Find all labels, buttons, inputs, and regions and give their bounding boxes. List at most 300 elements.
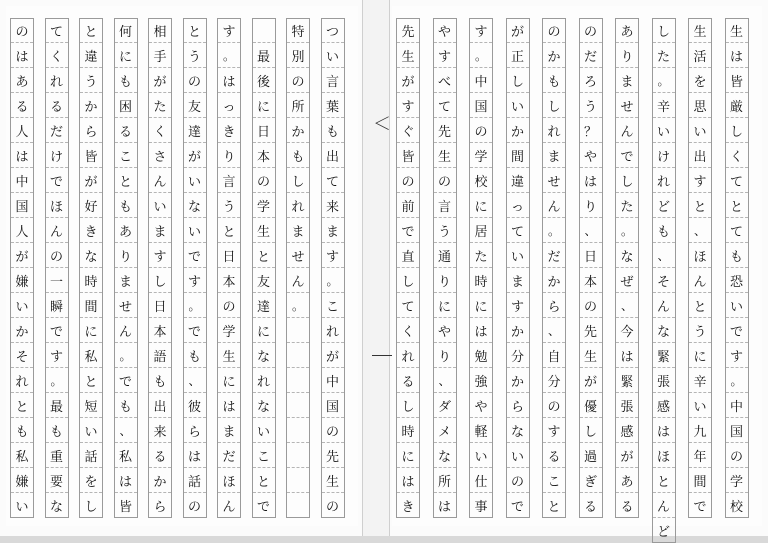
manuscript-cell: か [287,118,309,143]
manuscript-cell: ぜ [616,268,638,293]
manuscript-cell: 。 [726,368,748,393]
manuscript-cell: ？ [580,118,602,143]
manuscript-cell: が [149,68,171,93]
manuscript-cell: 。 [653,68,675,93]
right-column-2 [433,18,457,518]
manuscript-cell: 今 [616,318,638,343]
manuscript-cell: の [580,18,602,43]
manuscript-cell: し [543,93,565,118]
manuscript-cell: だ [46,118,68,143]
manuscript-cell: な [253,343,275,368]
manuscript-cell: 国 [11,193,33,218]
right-column-6 [579,18,603,518]
manuscript-cell: れ [543,118,565,143]
manuscript-cell: て [726,168,748,193]
manuscript-cell: 皆 [80,143,102,168]
manuscript-cell: 中 [726,393,748,418]
manuscript-cell: 私 [80,343,102,368]
manuscript-cell: が [616,443,638,468]
manuscript-cell: 言 [218,168,240,193]
manuscript-cell: 本 [580,268,602,293]
manuscript-cell: の [434,168,456,193]
manuscript-cell: う [80,68,102,93]
manuscript-cell: と [253,468,275,493]
manuscript-cell: 間 [507,143,529,168]
manuscript-cell: す [149,243,171,268]
manuscript-cell: は [184,443,206,468]
manuscript-cell: い [689,393,711,418]
left-column-7 [217,18,241,518]
manuscript-cell: だ [218,443,240,468]
manuscript-cell: い [507,243,529,268]
manuscript-cell: は [11,143,33,168]
manuscript-cell: い [80,418,102,443]
left-column-3 [79,18,103,518]
manuscript-cell: 好 [80,193,102,218]
manuscript-cell: ま [616,68,638,93]
manuscript-cell: も [184,343,206,368]
manuscript-cell: 辛 [653,93,675,118]
manuscript-cell: 。 [287,293,309,318]
manuscript-cell: ん [689,268,711,293]
manuscript-cell: 出 [149,393,171,418]
manuscript-cell: 仕 [470,468,492,493]
manuscript-cell: れ [11,368,33,393]
manuscript-cell: う [184,43,206,68]
manuscript-cell: け [653,143,675,168]
manuscript-cell: と [726,193,748,218]
manuscript-cell: と [184,18,206,43]
manuscript-cell: き [80,218,102,243]
manuscript-cell: 日 [253,118,275,143]
manuscript-cell: も [11,418,33,443]
manuscript-cell: ま [115,268,137,293]
manuscript-cell: の [11,18,33,43]
manuscript-cell: 最 [253,43,275,68]
manuscript-cell: す [726,343,748,368]
manuscript-cell: い [689,118,711,143]
manuscript-cell: い [322,43,344,68]
manuscript-cell: す [397,93,419,118]
manuscript-cell: 日 [218,243,240,268]
manuscript-cell: に [434,293,456,318]
manuscript-cell: う [434,218,456,243]
manuscript-cell: 。 [616,218,638,243]
manuscript-cell: だ [580,43,602,68]
manuscript-cell: と [11,393,33,418]
manuscript-cell: る [149,443,171,468]
manuscript-cell: 通 [434,243,456,268]
manuscript-cell: す [543,418,565,443]
manuscript-cell: ほ [689,243,711,268]
manuscript-cell: 友 [184,93,206,118]
manuscript-cell: と [115,168,137,193]
manuscript-cell: か [543,268,565,293]
manuscript-cell: に [689,343,711,368]
manuscript-cell: 、 [434,368,456,393]
manuscript-cell: 皆 [115,493,137,518]
manuscript-cell: の [287,68,309,93]
manuscript-cell: き [218,118,240,143]
manuscript-cell: 勉 [470,343,492,368]
fold-mark-line [372,355,394,356]
manuscript-cell: す [322,243,344,268]
manuscript-cell: が [80,168,102,193]
manuscript-cell: 辛 [689,368,711,393]
manuscript-cell: き [397,493,419,518]
manuscript-cell: 人 [11,218,33,243]
manuscript-cell: そ [11,343,33,368]
manuscript-cell: 違 [80,43,102,68]
manuscript-cell: 張 [616,393,638,418]
manuscript-cell: は [218,68,240,93]
manuscript-cell: ん [653,293,675,318]
manuscript-cell: り [434,343,456,368]
manuscript-cell: ほ [653,443,675,468]
manuscript-cell: 時 [397,418,419,443]
manuscript-cell: 先 [434,118,456,143]
manuscript-cell: 相 [149,18,171,43]
manuscript-cell: か [80,93,102,118]
manuscript-cell: て [397,293,419,318]
manuscript-cell: や [470,393,492,418]
manuscript-cell: か [507,118,529,143]
manuscript-cell: り [218,143,240,168]
manuscript-cell: い [726,293,748,318]
manuscript-cell: も [115,393,137,418]
manuscript-cell: て [507,218,529,243]
manuscript-cell: る [115,118,137,143]
manuscript-cell: す [434,43,456,68]
manuscript-cell: れ [322,318,344,343]
manuscript-cell: う [218,193,240,218]
manuscript-cell: 所 [287,93,309,118]
manuscript-cell: べ [434,68,456,93]
manuscript-cell: く [397,318,419,343]
manuscript-cell: り [616,43,638,68]
right-column-5 [542,18,566,518]
manuscript-cell: の [218,293,240,318]
manuscript-cell: が [397,68,419,93]
manuscript-cell: い [653,118,675,143]
right-column-10 [725,18,749,518]
manuscript-cell: れ [253,368,275,393]
manuscript-cell: 感 [653,393,675,418]
manuscript-cell: 過 [580,443,602,468]
right-genkou-grid [392,6,762,540]
manuscript-cell: 。 [543,218,565,243]
manuscript-cell: 張 [653,368,675,393]
manuscript-cell: っ [507,193,529,218]
manuscript-cell [287,418,309,443]
manuscript-cell: 学 [726,468,748,493]
manuscript-cell: 。 [322,268,344,293]
manuscript-cell: し [397,393,419,418]
manuscript-cell: 私 [115,443,137,468]
manuscript-cell: 別 [287,43,309,68]
manuscript-cell: う [580,93,602,118]
manuscript-cell: の [726,443,748,468]
manuscript-cell: る [580,493,602,518]
manuscript-cell: い [507,443,529,468]
manuscript-cell: し [397,268,419,293]
manuscript-cell: せ [287,243,309,268]
manuscript-cell: 先 [322,443,344,468]
manuscript-cell: 居 [470,218,492,243]
left-column-5 [148,18,172,518]
manuscript-cell: で [46,318,68,343]
manuscript-cell: て [322,168,344,193]
manuscript-cell: 。 [46,368,68,393]
manuscript-cell: れ [397,343,419,368]
manuscript-cell: も [149,368,171,393]
manuscript-cell: ら [507,393,529,418]
manuscript-cell: 出 [322,143,344,168]
manuscript-cell: 事 [470,493,492,518]
manuscript-cell: で [397,218,419,243]
manuscript-cell: の [184,493,206,518]
manuscript-cell: 先 [580,318,602,343]
manuscript-cell: 重 [46,443,68,468]
manuscript-cell: も [322,118,344,143]
manuscript-cell: そ [653,268,675,293]
manuscript-cell: せ [115,293,137,318]
manuscript-cell: 語 [149,343,171,368]
manuscript-cell: 。 [470,43,492,68]
manuscript-cell: か [543,43,565,68]
manuscript-cell: 軽 [470,418,492,443]
manuscript-cell: 中 [470,68,492,93]
manuscript-cell: も [115,193,137,218]
manuscript-cell: 皆 [726,68,748,93]
manuscript-cell: に [218,368,240,393]
manuscript-cell: し [149,268,171,293]
manuscript-cell: で [184,318,206,343]
left-column-1 [10,18,34,518]
manuscript-cell: 本 [218,268,240,293]
manuscript-cell: 生 [726,18,748,43]
manuscript-cell: が [507,18,529,43]
manuscript-cell: る [397,368,419,393]
manuscript-cell: れ [653,168,675,193]
manuscript-cell: て [726,218,748,243]
manuscript-cell: 最 [46,393,68,418]
manuscript-cell: と [689,293,711,318]
manuscript-cell: る [46,93,68,118]
manuscript-cell: も [543,68,565,93]
manuscript-cell: は [218,393,240,418]
manuscript-cell: ぎ [580,468,602,493]
manuscript-cell: け [46,143,68,168]
manuscript-cell: ん [149,168,171,193]
manuscript-cell: が [322,343,344,368]
manuscript-cell: 、 [616,293,638,318]
manuscript-cell: に [470,293,492,318]
manuscript-cell: 直 [397,243,419,268]
manuscript-cell: 達 [253,293,275,318]
manuscript-cell: で [616,143,638,168]
manuscript-cell: か [507,318,529,343]
manuscript-cell: 皆 [397,143,419,168]
manuscript-cell: て [434,93,456,118]
manuscript-cell: 本 [253,143,275,168]
manuscript-cell: や [434,318,456,343]
manuscript-cell [287,318,309,343]
manuscript-cell: 学 [253,193,275,218]
manuscript-cell: 違 [507,168,529,193]
right-column-8 [652,18,676,543]
manuscript-cell: な [46,493,68,518]
manuscript-cell: に [253,318,275,343]
manuscript-cell: 生 [397,43,419,68]
manuscript-cell: す [507,293,529,318]
right-column-9 [688,18,712,518]
manuscript-cell: い [470,443,492,468]
fold-mark-chevron-icon: ＜ [373,114,391,135]
manuscript-cell: し [507,68,529,93]
manuscript-cell: 話 [80,443,102,468]
manuscript-cell: ま [149,218,171,243]
manuscript-cell: な [80,243,102,268]
manuscript-cell: や [580,143,602,168]
manuscript-cell: し [616,168,638,193]
manuscript-cell: 生 [580,343,602,368]
manuscript-cell: と [80,18,102,43]
manuscript-cell: あ [616,18,638,43]
manuscript-cell: ぐ [397,118,419,143]
manuscript-cell: 、 [115,418,137,443]
manuscript-cell: す [470,18,492,43]
manuscript-cell: 嫌 [11,268,33,293]
manuscript-cell: は [616,343,638,368]
manuscript-cell: 学 [218,318,240,343]
manuscript-cell [287,493,309,518]
manuscript-cell: 短 [80,393,102,418]
manuscript-cell: 感 [616,418,638,443]
manuscript-cell: い [507,93,529,118]
manuscript-cell: の [46,243,68,268]
manuscript-cell: 日 [580,243,602,268]
manuscript-cell: し [80,493,102,518]
manuscript-cell: い [253,418,275,443]
manuscript-cell: の [184,68,206,93]
manuscript-cell: 瞬 [46,293,68,318]
manuscript-cell: と [218,218,240,243]
manuscript-cell: が [11,243,33,268]
left-column-8 [252,18,276,518]
manuscript-cell: い [184,168,206,193]
manuscript-cell: る [543,443,565,468]
left-page [6,6,358,526]
manuscript-cell: 年 [689,443,711,468]
manuscript-cell: ほ [46,193,68,218]
manuscript-cell: を [80,468,102,493]
manuscript-cell: に [470,193,492,218]
manuscript-cell: う [689,318,711,343]
manuscript-cell: す [46,343,68,368]
manuscript-cell: く [726,143,748,168]
manuscript-cell: も [653,218,675,243]
manuscript-cell: こ [115,143,137,168]
manuscript-cell: メ [434,418,456,443]
manuscript-cell: は [11,43,33,68]
manuscript-cell: か [149,468,171,493]
manuscript-cell: 学 [470,143,492,168]
manuscript-cell: で [46,168,68,193]
manuscript-cell: 中 [322,368,344,393]
manuscript-cell: っ [218,93,240,118]
manuscript-cell: 前 [397,193,419,218]
manuscript-cell [287,343,309,368]
manuscript-cell: 自 [543,343,565,368]
manuscript-cell: で [253,493,275,518]
manuscript-cell [287,468,309,493]
manuscript-cell: 分 [507,343,529,368]
manuscript-cell: 優 [580,393,602,418]
left-column-9 [286,18,310,518]
manuscript-cell: れ [46,68,68,93]
manuscript-cell: の [322,418,344,443]
manuscript-cell: 言 [434,193,456,218]
manuscript-cell: が [580,368,602,393]
manuscript-cell: な [253,393,275,418]
manuscript-cell: る [11,93,33,118]
manuscript-cell: 手 [149,43,171,68]
manuscript-cell: 、 [689,218,711,243]
manuscript-cell [287,368,309,393]
manuscript-cell: た [470,243,492,268]
manuscript-cell: 特 [287,18,309,43]
manuscript-cell: く [149,118,171,143]
manuscript-cell: は [397,468,419,493]
manuscript-cell: 思 [689,93,711,118]
manuscript-cell: た [653,43,675,68]
manuscript-cell: は [434,493,456,518]
manuscript-cell: し [580,418,602,443]
manuscript-cell: せ [543,168,565,193]
manuscript-cell: ん [287,268,309,293]
manuscript-cell: は [580,168,602,193]
manuscript-cell: ん [653,493,675,518]
manuscript-cell: 分 [543,368,565,393]
manuscript-cell: 言 [322,68,344,93]
page-gutter [362,0,390,536]
manuscript-cell: 達 [184,118,206,143]
manuscript-cell: が [184,143,206,168]
manuscript-cell: で [115,368,137,393]
manuscript-cell: す [218,18,240,43]
manuscript-cell [287,443,309,468]
manuscript-cell: の [470,118,492,143]
manuscript-cell: の [253,168,275,193]
manuscript-cell: 何 [115,18,137,43]
manuscript-cell: に [115,43,137,68]
manuscript-cell: 活 [689,43,711,68]
manuscript-cell: 要 [46,468,68,493]
manuscript-cell: ら [149,493,171,518]
manuscript-cell: 国 [726,418,748,443]
manuscript-cell: 一 [46,268,68,293]
manuscript-cell: 緊 [616,368,638,393]
manuscript-cell: 緊 [653,343,675,368]
manuscript-cell: 校 [726,493,748,518]
manuscript-cell: あ [115,218,137,243]
manuscript-cell: 間 [689,468,711,493]
manuscript-cell: も [287,143,309,168]
manuscript-cell: つ [322,18,344,43]
manuscript-cell: 出 [689,143,711,168]
manuscript-cell: 。 [184,293,206,318]
